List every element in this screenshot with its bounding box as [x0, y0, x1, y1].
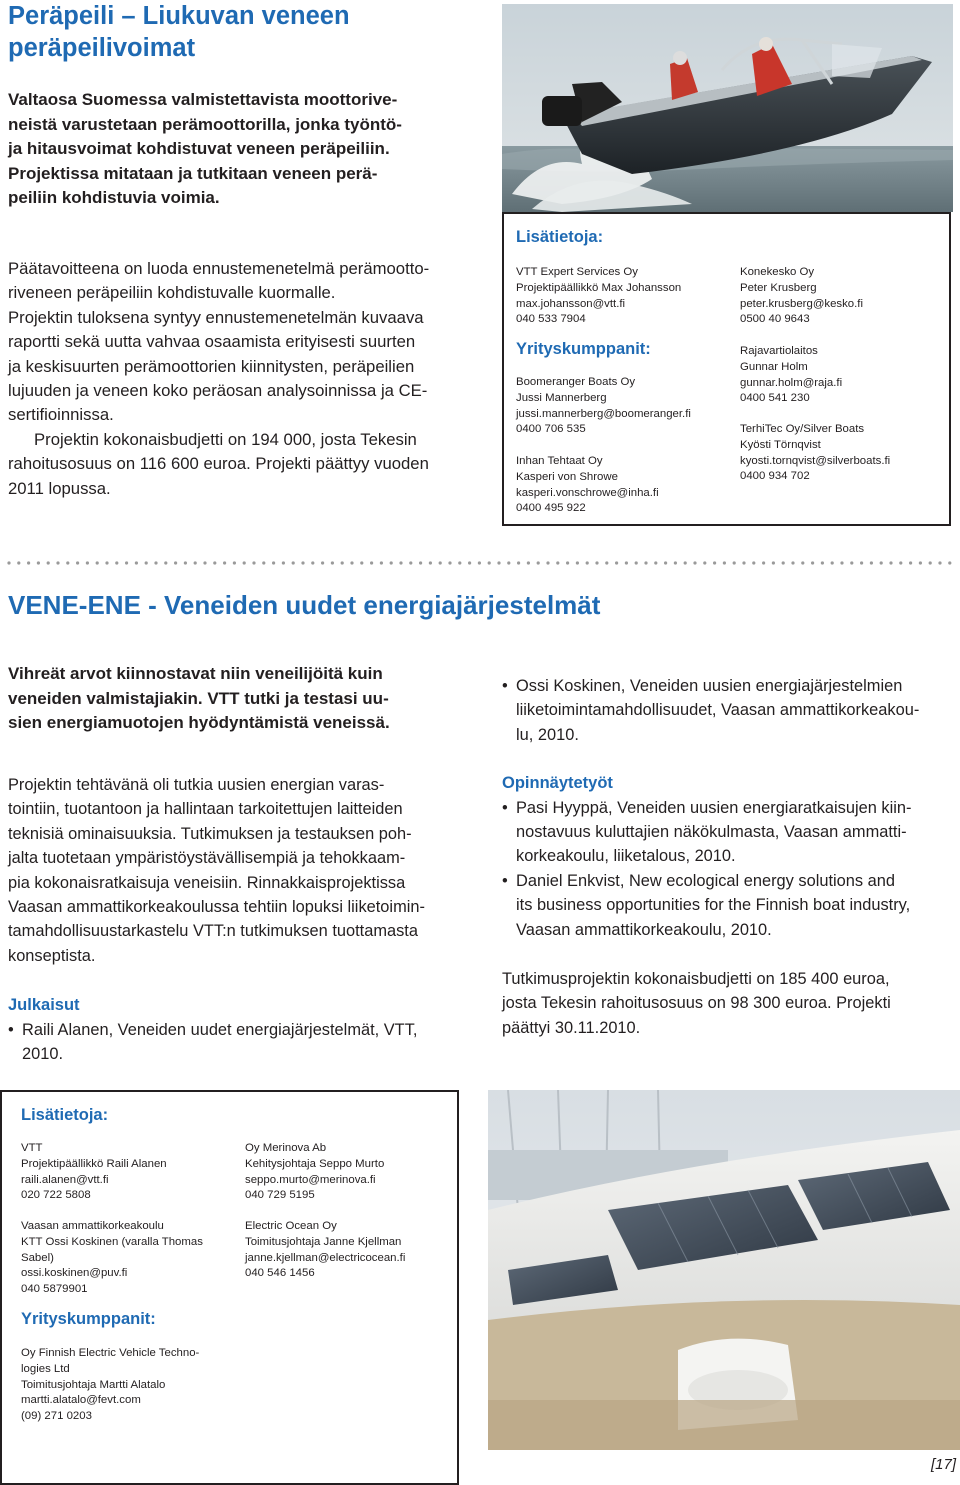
title-line: Peräpeili – Liukuvan veneen: [8, 2, 350, 30]
contact-person: Gunnar Holm: [740, 360, 808, 373]
contact-fevt: [21, 1346, 199, 1425]
contact-vamk: [21, 1219, 203, 1298]
julkaisut-heading: Julkaisut: [8, 996, 80, 1015]
intro-line: neistä varustetaan perämoottorilla, jonka työntö-: [8, 114, 402, 134]
body-line: tointiin, tuotantoon ja hallintaan tarkoitettujen laitteiden: [8, 800, 403, 819]
contact-email[interactable]: ossi.koskinen@puv.fi: [21, 1267, 128, 1280]
partners-heading: Yrityskumppanit:: [516, 340, 651, 358]
publication-line: liiketoimintamahdollisuudet, Vaasan ammattikorkeakou-: [516, 701, 920, 720]
contact-merinova: [245, 1141, 384, 1204]
contact-person: Projektipäällikkö Max Johansson: [516, 281, 682, 294]
budget-line: josta Tekesin rahoitusosuus on 98 300 euroa. Projekti: [502, 994, 891, 1013]
yacht-solar-panel-photo: [488, 1090, 960, 1450]
body-line: teknisiä ominaisuuksia. Tutkimuksen ja testauksen poh-: [8, 824, 412, 843]
publication-line: 2010.: [22, 1045, 64, 1064]
body-line: tamahdollisuustarkastelu VTT:n tutkimuksen tuottamasta: [8, 922, 418, 941]
body-line: Projektin kokonaisbudjetti on 194 000, josta Tekesin: [34, 429, 417, 449]
contact-person: Kehitysjohtaja Seppo Murto: [245, 1157, 385, 1170]
page-number: [17]: [930, 1456, 956, 1473]
contact-person: Toimitusjohtaja Martti Alatalo: [21, 1378, 166, 1391]
publication-line: lu, 2010.: [516, 725, 579, 744]
contact-org: Electric Ocean Oy: [245, 1220, 337, 1232]
publication-line: • Ossi Koskinen, Veneiden uusien energiajärjestelmien: [516, 677, 903, 695]
article-title-1: [8, 0, 478, 64]
contact-phone: 0500 40 9643: [740, 313, 810, 326]
article-title-2: VENE-ENE - Veneiden uudet energiajärjestelmät: [8, 590, 601, 620]
contact-phone: 0400 495 922: [516, 502, 586, 515]
contact-email[interactable]: max.johansson@vtt.fi: [516, 297, 626, 310]
contact-person: Toimitusjohtaja Janne Kjellman: [245, 1235, 402, 1248]
contact-rajavartiolaitos: [740, 344, 842, 407]
body-line: Projektin tehtävänä oli tutkia uusien energian varas-: [8, 776, 385, 794]
thesis-line: • Daniel Enkvist, New ecological energy solutions and: [516, 871, 896, 890]
intro-line: ja hitausvoimat kohdistuvat veneen peräpeiliin.: [8, 139, 390, 159]
intro-line: Vihreät arvot kiinnostavat niin veneilijöitä kuin: [8, 664, 383, 683]
contact-terhitec: [740, 422, 890, 485]
contact-phone: 020 722 5808: [21, 1189, 91, 1202]
contact-person: KTT Ossi Koskinen (varalla Thomas: [21, 1235, 203, 1248]
contact-org: Rajavartiolaitos: [740, 345, 818, 357]
contact-inhan: [516, 454, 659, 517]
article-intro-2: [8, 662, 460, 736]
article-body-1: [8, 257, 458, 501]
contact-electric-ocean: [245, 1219, 405, 1282]
intro-line: Projektissa mitataan ja tutkitaan veneen perä-: [8, 163, 378, 183]
body-line: pia kokonaisratkaisuja veneisiin. Rinnakkaisprojektissa: [8, 873, 406, 892]
contact-person: Kyösti Törnqvist: [740, 438, 821, 451]
contact-person: Projektipäällikkö Raili Alanen: [21, 1157, 167, 1170]
budget-paragraph: [502, 967, 952, 1040]
body-line: 2011 lopussa.: [8, 478, 111, 498]
thesis-line: Vaasan ammattikorkeakoulu, 2010.: [516, 920, 772, 939]
box-heading: Lisätietoja:: [21, 1106, 109, 1124]
contact-email[interactable]: jussi.mannerberg@boomeranger.fi: [516, 407, 691, 420]
body-line: Vaasan ammattikorkeakoulussa tehtiin lopuksi liiketoimin-: [8, 898, 425, 917]
contact-org: VTT: [21, 1142, 43, 1154]
contact-phone: 0400 541 230: [740, 392, 810, 405]
contact-phone: 040 546 1456: [245, 1267, 315, 1280]
publication-item: [502, 674, 952, 747]
contact-email[interactable]: janne.kjellman@electricocean.fi: [245, 1251, 406, 1264]
thesis-line: nostavuus kuluttajien näkökulmasta, Vaasan ammatti-: [516, 823, 907, 842]
contact-phone: 040 5879901: [21, 1283, 88, 1296]
intro-line: veneiden valmistajiakin. VTT tutki ja testasi uu-: [8, 688, 389, 708]
contact-box-1: [502, 212, 951, 526]
contact-email[interactable]: martti.alatalo@fevt.com: [21, 1394, 141, 1407]
contact-email[interactable]: peter.krusberg@kesko.fi: [740, 297, 863, 310]
contact-org: Oy Merinova Ab: [245, 1142, 327, 1154]
thesis-line: its business opportunities for the Finnish boat industry,: [516, 896, 911, 915]
contact-phone: 0400 934 702: [740, 470, 810, 483]
contact-org: Inhan Tehtaat Oy: [516, 455, 603, 467]
contact-phone: 040 729 5195: [245, 1189, 315, 1202]
publication-line: • Raili Alanen, Veneiden uudet energiajärjestelmät, VTT,: [22, 1020, 418, 1039]
contact-box-2: [0, 1090, 459, 1485]
budget-line: Tutkimusprojektin kokonaisbudjetti on 185 400 euroa,: [502, 970, 890, 989]
contact-vtt: [516, 265, 681, 328]
publication-item: [8, 1018, 463, 1067]
contact-email[interactable]: kyosti.tornqvist@silverboats.fi: [740, 454, 891, 467]
body-line: raportti sekä uutta vahvaa osaamista erityisesti suurten: [8, 332, 416, 352]
article-right-column-2: [502, 674, 952, 1040]
contact-vtt: [21, 1141, 167, 1204]
contact-org: Vaasan ammattikorkeakoulu: [21, 1220, 164, 1232]
contact-email[interactable]: seppo.murto@merinova.fi: [245, 1173, 376, 1186]
title-line: peräpeilivoimat: [8, 34, 196, 62]
box-heading: Lisätietoja:: [516, 228, 604, 246]
contact-org: VTT Expert Services Oy: [516, 266, 638, 278]
intro-line: sien energiamuotojen hyödyntämistä veneissä.: [8, 713, 390, 733]
body-line: konseptista.: [8, 946, 96, 965]
thesis-line: • Pasi Hyyppä, Veneiden uusien energiaratkaisujen kiin-: [516, 798, 912, 817]
intro-line: peiliin kohdistuvia voimia.: [8, 188, 220, 208]
contact-org: TerhiTec Oy/Silver Boats: [740, 423, 865, 435]
thesis-item: [502, 796, 952, 869]
dotted-divider: [6, 559, 956, 567]
body-line: Päätavoitteena on luoda ennustemenetelmä perämootto-: [8, 259, 430, 278]
contact-org: Oy Finnish Electric Vehicle Techno-: [21, 1347, 200, 1359]
contact-phone: (09) 271 0203: [21, 1410, 92, 1423]
contact-phone: 0400 706 535: [516, 423, 586, 436]
contact-boomeranger: [516, 375, 691, 438]
body-line: lujuuden ja veneen koko peräosan analysoinnissa ja CE-: [8, 381, 428, 401]
contact-org: logies Ltd: [21, 1362, 70, 1375]
body-line: Projektin tuloksena syntyy ennustemenetelmän kuvaava: [8, 307, 424, 327]
intro-line: Valtaosa Suomessa valmistettavista moottorive-: [8, 90, 398, 109]
contact-person: Jussi Mannerberg: [516, 391, 607, 404]
contact-org: Konekesko Oy: [740, 266, 815, 278]
contact-person: Peter Krusberg: [740, 281, 817, 294]
contact-person: Sabel): [21, 1251, 54, 1264]
body-line: riveneen peräpeiliin kohdistuvalle kuormalle.: [8, 283, 336, 303]
speedboat-illustration: [502, 4, 953, 212]
speedboat-photo: [502, 4, 953, 212]
contact-email[interactable]: raili.alanen@vtt.fi: [21, 1173, 109, 1186]
body-line: jalta tuotetaan ympäristöystävällisempiä ja tehokkaam-: [8, 849, 406, 868]
article-intro-1: [8, 88, 456, 211]
body-line: rahoitusosuus on 116 600 euroa. Projekti päättyy vuoden: [8, 454, 429, 474]
budget-line: päättyi 30.11.2010.: [502, 1018, 641, 1037]
yacht-illustration: [488, 1090, 960, 1450]
contact-email[interactable]: kasperi.vonschrowe@inha.fi: [516, 486, 659, 499]
article-body-2: [8, 773, 463, 1066]
thesis-line: korkeakoulu, liiketalous, 2010.: [516, 847, 736, 866]
partners-heading: Yrityskumppanit:: [21, 1310, 156, 1328]
contact-phone: 040 533 7904: [516, 313, 586, 326]
contact-person: Kasperi von Shrowe: [516, 470, 618, 483]
contact-email[interactable]: gunnar.holm@raja.fi: [740, 376, 843, 389]
thesis-item: [502, 869, 952, 942]
body-line: sertifioinnissa.: [8, 405, 114, 425]
contact-konekesko: [740, 265, 863, 328]
contact-org: Boomeranger Boats Oy: [516, 376, 636, 388]
opinnaytetyot-heading: Opinnäytetyöt: [502, 774, 613, 793]
body-line: ja keskisuurten perämoottorien kiinnitysten, peräpeilien: [8, 356, 415, 376]
